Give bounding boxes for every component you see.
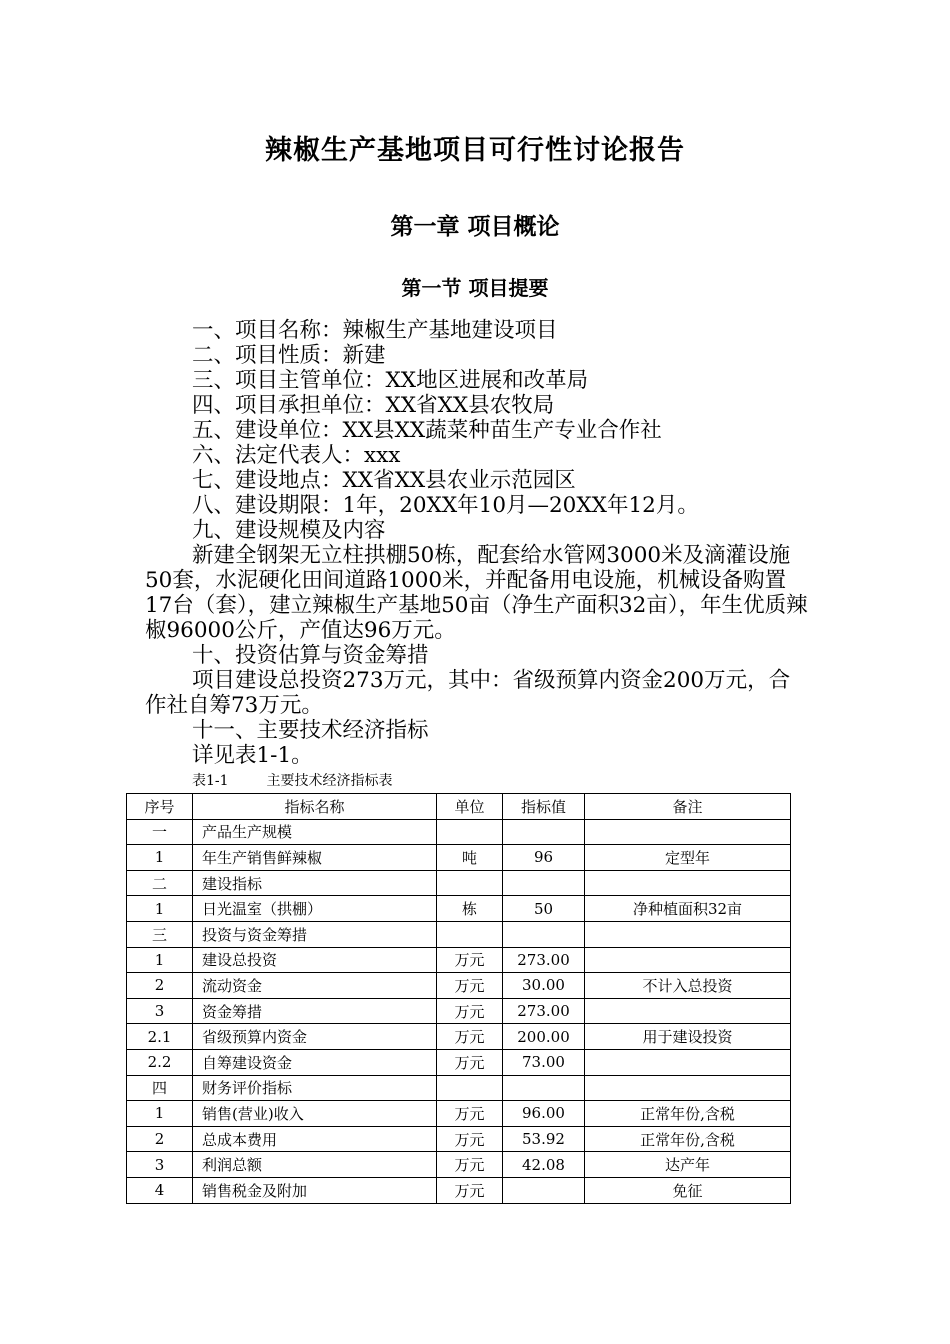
cell-note xyxy=(585,921,791,947)
paragraph-investment-content: 项目建设总投资273万元，其中：省级预算内资金200万元，合作社自筹73万元。 xyxy=(145,668,791,718)
cell-seq: 1 xyxy=(127,1101,193,1127)
paragraph-period: 八、建设期限：1年，20XX年10月—20XX年12月。 xyxy=(192,493,699,518)
cell-note xyxy=(585,998,791,1024)
table-number: 表1-1 xyxy=(192,773,229,789)
cell-value xyxy=(503,1075,585,1101)
table-row xyxy=(127,1152,791,1178)
cell-value: 273.00 xyxy=(503,947,585,973)
cell-note: 正常年份,含税 xyxy=(585,1101,791,1127)
paragraph-project-nature: 二、项目性质：新建 xyxy=(192,343,386,368)
cell-note xyxy=(585,1075,791,1101)
cell-unit: 万元 xyxy=(437,1049,503,1075)
cell-note: 正常年份,含税 xyxy=(585,1126,791,1152)
cell-seq: 3 xyxy=(127,998,193,1024)
cell-name: 销售(营业)收入 xyxy=(193,1101,437,1127)
table-row xyxy=(127,1101,791,1127)
table-row xyxy=(127,1177,791,1203)
table-row xyxy=(127,819,791,845)
header-seq: 序号 xyxy=(127,794,193,820)
cell-value: 200.00 xyxy=(503,1024,585,1050)
header-value: 指标值 xyxy=(503,794,585,820)
paragraph-indicators-heading: 十一、主要技术经济指标 xyxy=(192,718,429,743)
paragraph-legal-rep: 六、法定代表人：xxx xyxy=(192,443,401,468)
table-row xyxy=(127,998,791,1024)
cell-unit: 万元 xyxy=(437,1152,503,1178)
cell-unit: 吨 xyxy=(437,845,503,871)
paragraph-builder: 五、建设单位：XX县XX蔬菜种苗生产专业合作社 xyxy=(192,418,662,443)
cell-seq: 2 xyxy=(127,1126,193,1152)
cell-value: 50 xyxy=(503,896,585,922)
section-heading: 第一节 项目提要 xyxy=(401,276,549,300)
table-row xyxy=(127,947,791,973)
cell-value: 53.92 xyxy=(503,1126,585,1152)
document-title: 辣椒生产基地项目可行性讨论报告 xyxy=(265,135,685,166)
cell-seq: 三 xyxy=(127,921,193,947)
cell-name: 资金筹措 xyxy=(193,998,437,1024)
cell-name: 投资与资金筹措 xyxy=(193,921,437,947)
cell-name: 产品生产规模 xyxy=(193,819,437,845)
cell-name: 利润总额 xyxy=(193,1152,437,1178)
header-note: 备注 xyxy=(585,794,791,820)
cell-note xyxy=(585,947,791,973)
cell-value xyxy=(503,870,585,896)
indicators-table xyxy=(126,793,791,1204)
table-body xyxy=(127,819,791,1203)
cell-unit xyxy=(437,870,503,896)
cell-seq: 1 xyxy=(127,845,193,871)
cell-unit: 万元 xyxy=(437,1101,503,1127)
paragraph-scale-heading: 九、建设规模及内容 xyxy=(192,518,386,543)
cell-unit xyxy=(437,1075,503,1101)
cell-name: 建设总投资 xyxy=(193,947,437,973)
cell-seq: 二 xyxy=(127,870,193,896)
table-row xyxy=(127,870,791,896)
table-caption xyxy=(192,770,393,790)
cell-value: 96 xyxy=(503,845,585,871)
cell-unit: 万元 xyxy=(437,973,503,999)
table-row xyxy=(127,921,791,947)
paragraph-location: 七、建设地点：XX省XX县农业示范园区 xyxy=(192,468,576,493)
cell-unit xyxy=(437,819,503,845)
cell-unit: 万元 xyxy=(437,1024,503,1050)
cell-name: 流动资金 xyxy=(193,973,437,999)
cell-value xyxy=(503,921,585,947)
cell-note: 免征 xyxy=(585,1177,791,1203)
header-unit: 单位 xyxy=(437,794,503,820)
cell-note xyxy=(585,819,791,845)
chapter-heading: 第一章 项目概论 xyxy=(390,213,560,240)
cell-seq: 2 xyxy=(127,973,193,999)
cell-name: 总成本费用 xyxy=(193,1126,437,1152)
cell-note: 定型年 xyxy=(585,845,791,871)
cell-seq: 1 xyxy=(127,947,193,973)
cell-name: 财务评价指标 xyxy=(193,1075,437,1101)
header-name: 指标名称 xyxy=(193,794,437,820)
cell-unit: 万元 xyxy=(437,1126,503,1152)
cell-note: 用于建设投资 xyxy=(585,1024,791,1050)
cell-seq: 3 xyxy=(127,1152,193,1178)
paragraph-investment-heading: 十、投资估算与资金筹措 xyxy=(192,643,429,668)
table-row xyxy=(127,1075,791,1101)
cell-value: 96.00 xyxy=(503,1101,585,1127)
cell-seq: 一 xyxy=(127,819,193,845)
cell-unit xyxy=(437,921,503,947)
cell-note: 净种植面积32亩 xyxy=(585,896,791,922)
cell-seq: 2.1 xyxy=(127,1024,193,1050)
cell-seq: 2.2 xyxy=(127,1049,193,1075)
table-name: 主要技术经济指标表 xyxy=(266,773,393,789)
table-row xyxy=(127,845,791,871)
cell-unit: 万元 xyxy=(437,947,503,973)
paragraph-project-name: 一、项目名称：辣椒生产基地建设项目 xyxy=(192,318,558,343)
cell-unit: 万元 xyxy=(437,998,503,1024)
table-row xyxy=(127,973,791,999)
cell-name: 日光温室（拱棚） xyxy=(193,896,437,922)
cell-seq: 1 xyxy=(127,896,193,922)
cell-value: 273.00 xyxy=(503,998,585,1024)
cell-name: 销售税金及附加 xyxy=(193,1177,437,1203)
table-row xyxy=(127,896,791,922)
cell-note xyxy=(585,1049,791,1075)
cell-name: 省级预算内资金 xyxy=(193,1024,437,1050)
paragraph-scale-content: 新建全钢架无立柱拱棚50栋，配套给水管网3000米及滴灌设施50套，水泥硬化田间道路1000米，并配备用电设施，机械设备购置17台（套），建立辣椒生产基地50亩（净生产面积32亩），年生优质辣椒96000公斤，产值达96万元。 xyxy=(145,543,808,643)
paragraph-see-table: 详见表1-1。 xyxy=(192,743,313,768)
cell-note xyxy=(585,870,791,896)
table-row xyxy=(127,1126,791,1152)
cell-value: 42.08 xyxy=(503,1152,585,1178)
table-header-row xyxy=(127,794,791,820)
cell-name: 年生产销售鲜辣椒 xyxy=(193,845,437,871)
cell-seq: 四 xyxy=(127,1075,193,1101)
cell-name: 自筹建设资金 xyxy=(193,1049,437,1075)
paragraph-undertaker: 四、项目承担单位：XX省XX县农牧局 xyxy=(192,393,555,418)
cell-name: 建设指标 xyxy=(193,870,437,896)
cell-note: 不计入总投资 xyxy=(585,973,791,999)
cell-value: 30.00 xyxy=(503,973,585,999)
paragraph-supervisor: 三、项目主管单位：XX地区进展和改革局 xyxy=(192,368,589,393)
cell-note: 达产年 xyxy=(585,1152,791,1178)
cell-value: 73.00 xyxy=(503,1049,585,1075)
document-body xyxy=(145,318,810,768)
table-row xyxy=(127,1024,791,1050)
cell-unit: 栋 xyxy=(437,896,503,922)
table-row xyxy=(127,1049,791,1075)
cell-value xyxy=(503,819,585,845)
cell-unit: 万元 xyxy=(437,1177,503,1203)
cell-seq: 4 xyxy=(127,1177,193,1203)
cell-value xyxy=(503,1177,585,1203)
